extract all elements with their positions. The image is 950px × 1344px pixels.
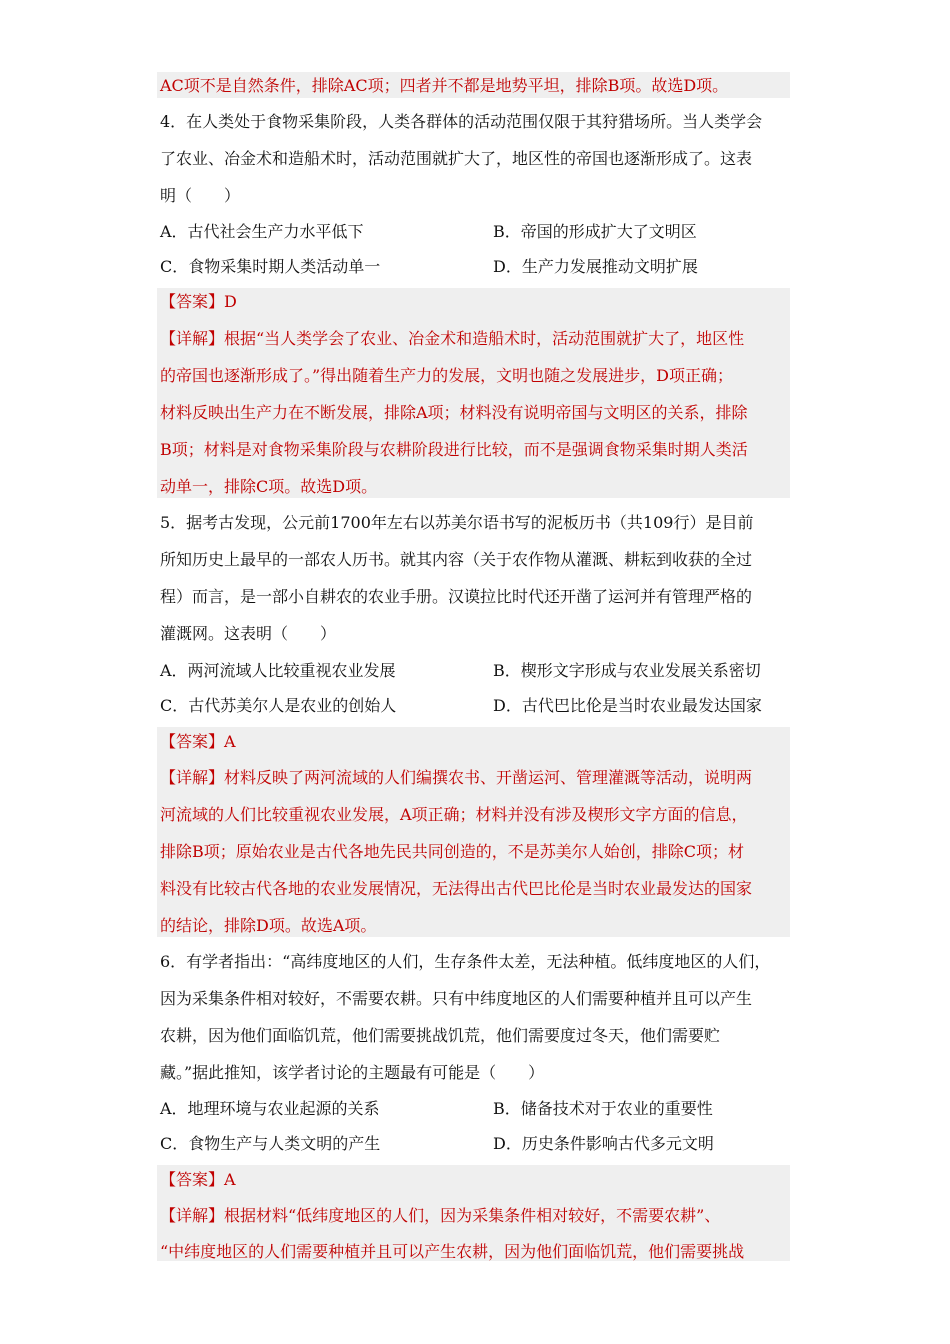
- q4-option-d: D．生产力发展推动文明扩展: [493, 257, 698, 276]
- q6-stem-line-3: 农耕，因为他们面临饥荒，他们需要挑战饥荒，他们需要度过冬天，他们需要贮: [160, 1026, 721, 1045]
- q4-explanation-line-4: B项；材料是对食物采集阶段与农耕阶段进行比较，而不是强调食物采集时期人类活: [160, 440, 748, 459]
- q4-option-a: A．古代社会生产力水平低下: [160, 222, 364, 241]
- q6-option-c: C．食物生产与人类文明的产生: [160, 1134, 381, 1153]
- q5-explanation-line-1: 【详解】材料反映了两河流域的人们编撰农书、开凿运河、管理灌溉等活动，说明两: [160, 768, 753, 787]
- q6-option-d: D．历史条件影响古代多元文明: [493, 1134, 714, 1153]
- q5-explanation-line-4: 料没有比较古代各地的农业发展情况，无法得出古代巴比伦是当时农业最发达的国家: [160, 879, 753, 898]
- q5-stem-line-1: 5．据考古发现，公元前1700年左右以苏美尔语书写的泥板历书（共109行）是目前: [160, 513, 754, 532]
- q4-explanation-line-1: 【详解】根据“当人类学会了农业、冶金术和造船术时，活动范围就扩大了，地区性: [160, 329, 745, 348]
- q6-explanation-line-1: 【详解】根据材料“低纬度地区的人们，因为采集条件相对较好，不需要农耕”、: [160, 1206, 721, 1225]
- q5-answer: 【答案】A: [160, 732, 236, 751]
- q5-option-d: D．古代巴比伦是当时农业最发达国家: [493, 696, 762, 715]
- q5-explanation-line-3: 排除B项；原始农业是古代各地先民共同创造的，不是苏美尔人始创，排除C项；材: [160, 842, 745, 861]
- q5-option-c: C．古代苏美尔人是农业的创始人: [160, 696, 397, 715]
- q6-option-a: A．地理环境与农业起源的关系: [160, 1099, 380, 1118]
- q4-stem-line-2: 了农业、冶金术和造船术时，活动范围就扩大了，地区性的帝国也逐渐形成了。这表: [160, 149, 753, 168]
- q4-option-c: C．食物采集时期人类活动单一: [160, 257, 381, 276]
- q5-stem-line-3: 程）而言，是一部小自耕农的农业手册。汉谟拉比时代还开凿了运河并有管理严格的: [160, 587, 753, 606]
- q4-answer-shade: [157, 288, 790, 498]
- q5-answer-shade: [157, 727, 790, 937]
- q6-option-b: B．储备技术对于农业的重要性: [493, 1099, 713, 1118]
- q4-explanation-line-5: 动单一，排除C项。故选D项。: [160, 477, 378, 496]
- q5-stem-line-4: 灌溉网。这表明（ ）: [160, 624, 337, 643]
- q5-stem-line-2: 所知历史上最早的一部农人历书。就其内容（关于农作物从灌溉、耕耘到收获的全过: [160, 550, 753, 569]
- q6-explanation-line-2: “中纬度地区的人们需要种植并且可以产生农耕，因为他们面临饥荒，他们需要挑战: [160, 1242, 745, 1261]
- q5-option-a: A．两河流域人比较重视农业发展: [160, 661, 396, 680]
- q5-option-b: B．楔形文字形成与农业发展关系密切: [493, 661, 761, 680]
- q3-explanation-tail: AC项不是自然条件，排除AC项；四者并不都是地势平坦，排除B项。故选D项。: [160, 76, 729, 95]
- q5-explanation-line-5: 的结论，排除D项。故选A项。: [160, 916, 377, 935]
- q6-stem-line-1: 6．有学者指出：“高纬度地区的人们，生存条件太差，无法种植。低纬度地区的人们，: [160, 952, 771, 971]
- q5-explanation-line-2: 河流域的人们比较重视农业发展，A项正确；材料并没有涉及楔形文字方面的信息，: [160, 805, 748, 824]
- q4-explanation-line-3: 材料反映出生产力在不断发展，排除A项；材料没有说明帝国与文明区的关系，排除: [160, 403, 748, 422]
- q6-stem-line-4: 藏。”据此推知，该学者讨论的主题最有可能是（ ）: [160, 1063, 545, 1082]
- q4-explanation-line-2: 的帝国也逐渐形成了。”得出随着生产力的发展，文明也随之发展进步，D项正确；: [160, 366, 734, 385]
- q6-stem-line-2: 因为采集条件相对较好，不需要农耕。只有中纬度地区的人们需要种植并且可以产生: [160, 989, 753, 1008]
- q6-answer: 【答案】A: [160, 1170, 236, 1189]
- q4-answer: 【答案】D: [160, 292, 237, 311]
- q4-stem-line-1: 4．在人类处于食物采集阶段，人类各群体的活动范围仅限于其狩猎场所。当人类学会: [160, 112, 763, 131]
- q4-option-b: B．帝国的形成扩大了文明区: [493, 222, 697, 241]
- q4-stem-line-3: 明（ ）: [160, 186, 241, 205]
